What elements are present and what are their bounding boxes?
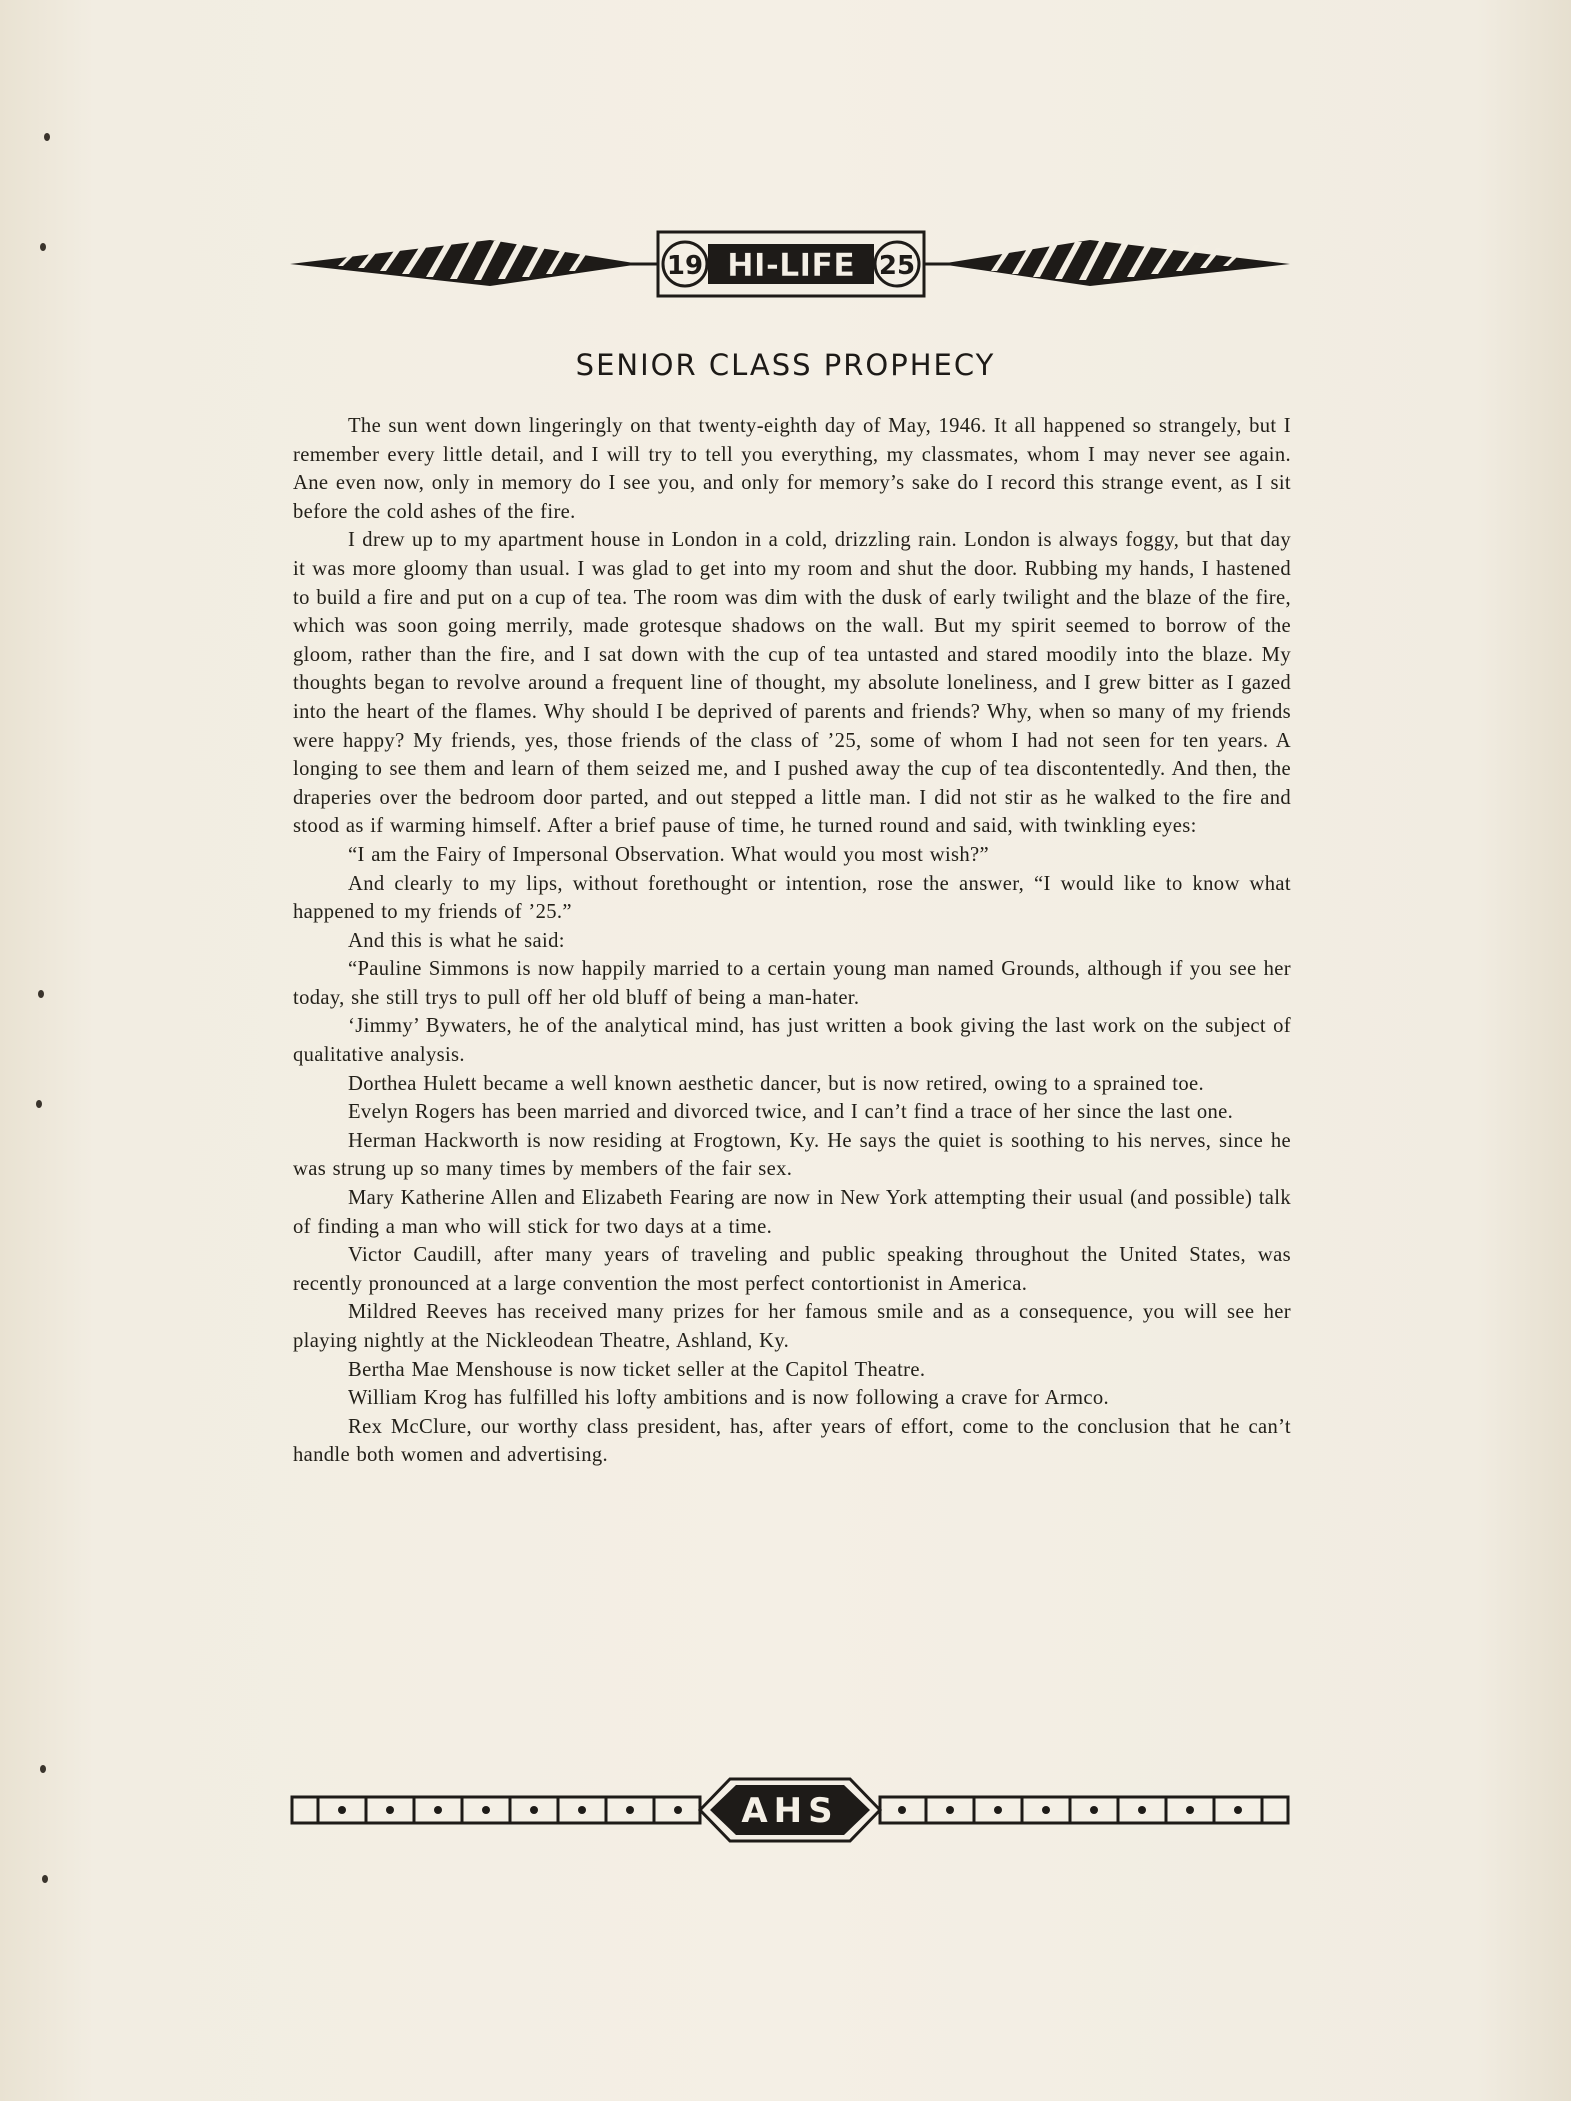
binder-hole — [36, 1100, 42, 1108]
paragraph: ‘Jimmy’ Bywaters, he of the analytical mind, has just written a book giving the last work on the subject of qualitative analysis. — [293, 1015, 1291, 1067]
binder-hole — [42, 1875, 48, 1883]
hi-life-header-banner — [290, 228, 1290, 308]
binder-hole — [40, 1765, 46, 1773]
paragraph: The sun went down lingeringly on that twenty-eighth day of May, 1946. It all happened so strangely, but I remember every little detail, and I will try to tell you everything, my classmates, whom I may never see again. Ane even now, only in memory do I see you, and only for memory’s sake do I record this strange event, as I sit before the cold ashes of the fire. — [293, 415, 1291, 523]
banner-year-left: 19 — [666, 251, 704, 281]
paragraph: Dorthea Hulett became a well known aesthetic dancer, but is now retired, owing to a sprained toe. — [348, 1072, 1205, 1095]
paragraph: “Pauline Simmons is now happily married to a certain young man named Grounds, although if you see her today, she still trys to pull off her old bluff of being a man-hater. — [293, 958, 1291, 1009]
paragraph: Victor Caudill, after many years of traveling and public speaking throughout the United States, was recently pronounced at a large convention the most perfect contortionist in America. — [293, 1244, 1291, 1295]
banner-title: HI-LIFE — [727, 246, 855, 284]
page-title: SENIOR CLASS PROPHECY — [575, 348, 996, 382]
paragraph: Bertha Mae Menshouse is now ticket seller at the Capitol Theatre. — [348, 1358, 926, 1381]
paragraph: And this is what he said: — [348, 929, 565, 952]
binder-hole — [38, 990, 44, 998]
prophecy-body — [293, 412, 1291, 1470]
binder-hole — [40, 243, 46, 251]
paragraph: Rex McClure, our worthy class president, has, after years of effort, come to the conclusion that he can’t handle both women and advertising. — [293, 1415, 1291, 1467]
binder-hole — [44, 133, 50, 141]
paragraph: Evelyn Rogers has been married and divorced twice, and I can’t find a trace of her since the last one. — [348, 1101, 1234, 1124]
paragraph: William Krog has fulfilled his lofty ambitions and is now following a crave for Armco. — [348, 1387, 1110, 1410]
paragraph: Herman Hackworth is now residing at Frogtown, Ky. He says the quiet is soothing to his nerves, since he was strung up so many times by members of the fair sex. — [293, 1129, 1291, 1181]
paragraph: Mildred Reeves has received many prizes for her famous smile and as a consequence, you will see her playing nightly at the Nickleodean Theatre, Ashland, Ky. — [293, 1301, 1291, 1352]
ahs-footer-banner — [290, 1775, 1290, 1845]
paragraph: And clearly to my lips, without forethought or intention, rose the answer, “I would like to know what happened to my friends of ’25.” — [293, 872, 1291, 924]
paragraph: “I am the Fairy of Impersonal Observation. What would you most wish?” — [348, 843, 990, 866]
paragraph: I drew up to my apartment house in London in a cold, drizzling rain. London is always foggy, but that day it was more gloomy than usual. I was glad to get into my room and shut the door. Rubbing my hands, I hastened to build a fire and put on a cup of tea. The room was dim with the dusk of early twilight and the blaze of the fire, which was soon going merrily, made grotesque shadows on the wall. But my spirit seemed to borrow of the gloom, rather than the fire, and I sat down with the cup of tea untasted and stared moodily into the blaze. My thoughts began to revolve around a frequent line of thought, my absolute loneliness, and I grew bitter as I gazed into the heart of the flames. Why should I be deprived of parents and friends? Why, when so many of my friends were happy? My friends, yes, those friends of the class of ’25, some of whom I had not seen for ten years. A longing to see them and learn of them seized me, and I pushed away the cup of tea discontentedly. And then, the draperies over the bedroom door parted, and out stepped a little man. I did not stir as he walked to the fire and stood as if warming himself. After a brief pause of time, he turned round and said, with twinkling eyes: — [293, 529, 1291, 838]
banner-year-right: 25 — [878, 251, 916, 281]
footer-banner-text: AHS — [741, 1791, 839, 1831]
paragraph: Mary Katherine Allen and Elizabeth Fearing are now in New York attempting their usual (and possible) talk of finding a man who will stick for two days at a time. — [293, 1187, 1291, 1238]
